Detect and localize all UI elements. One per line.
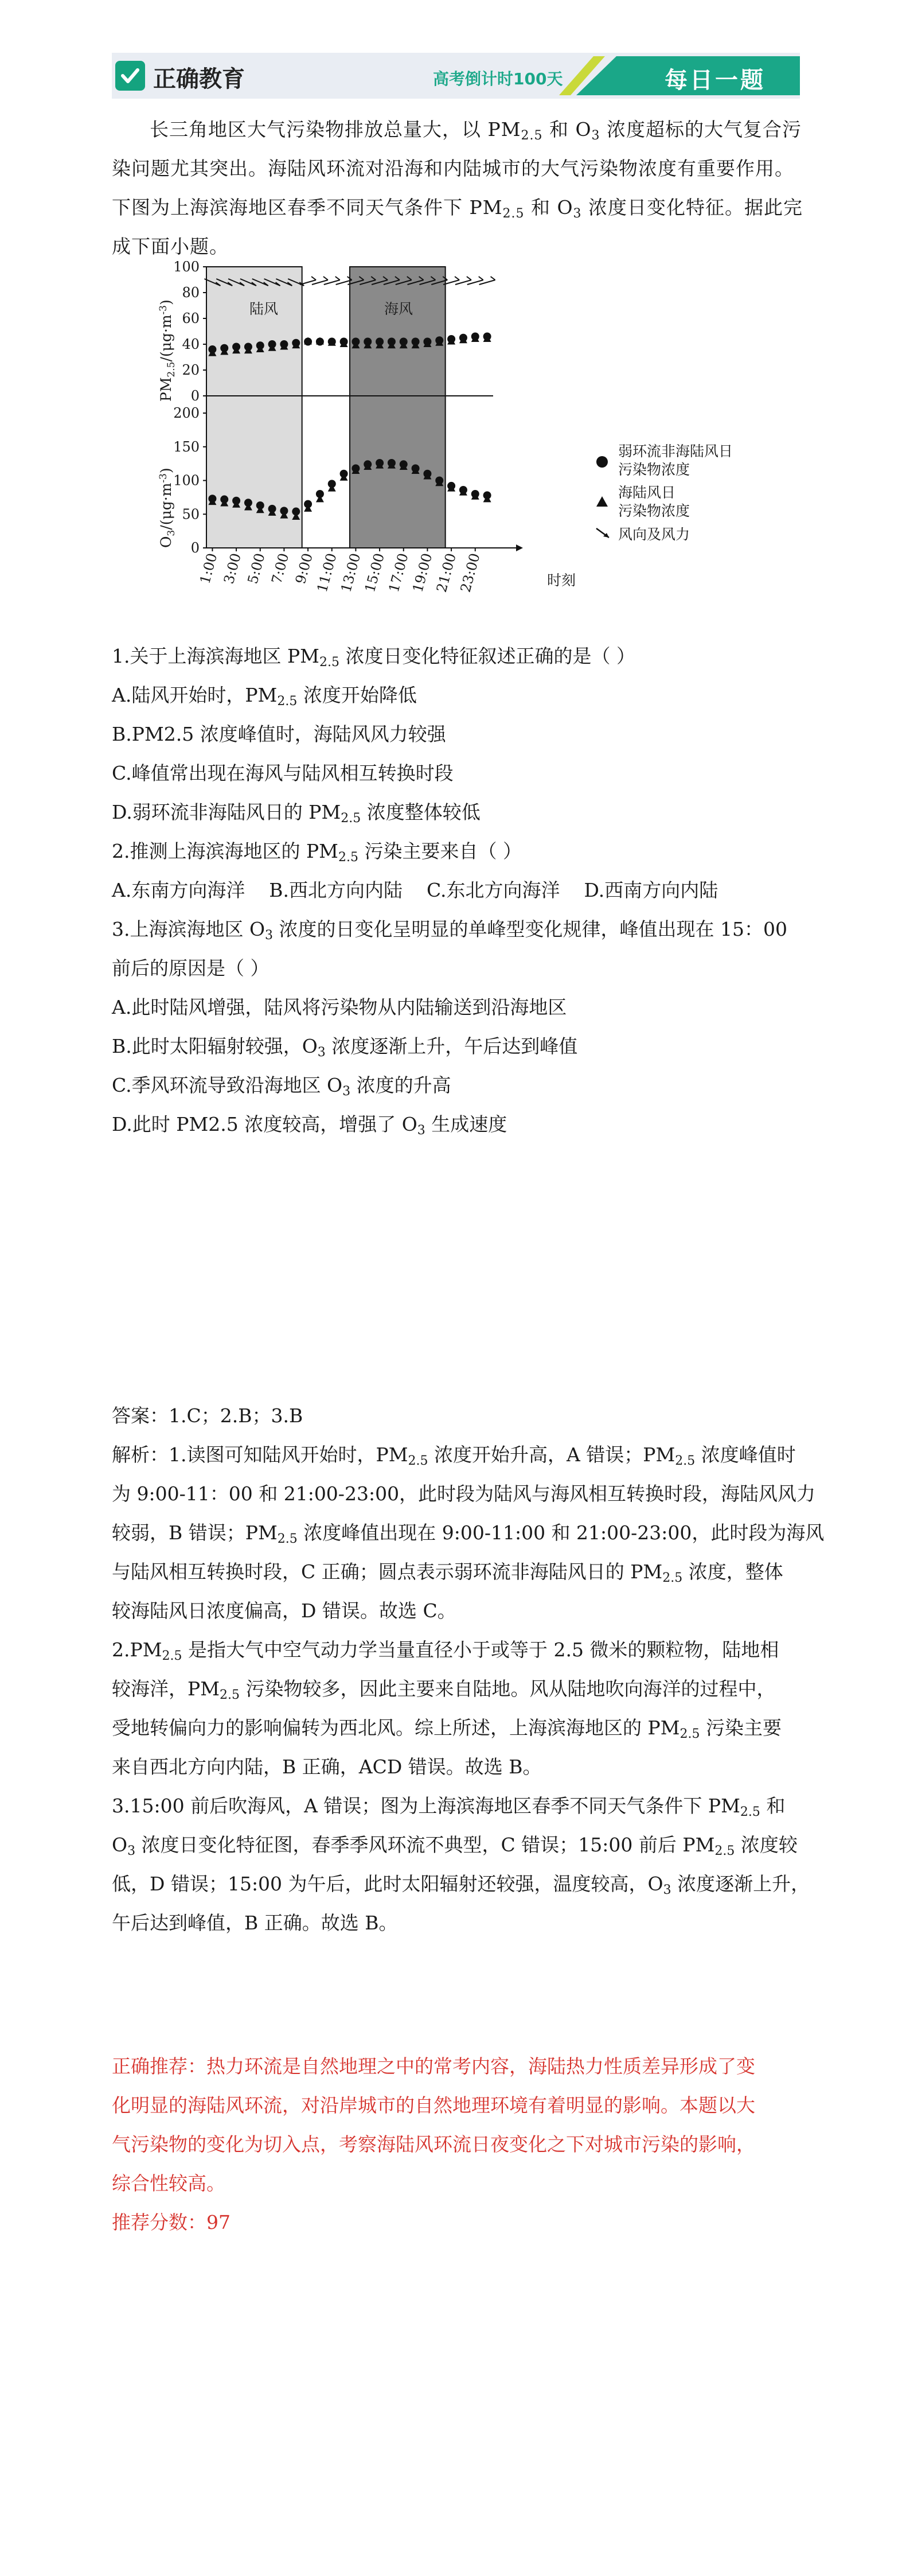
pm-o3-chart xyxy=(155,261,786,620)
explanation-q3-line-2: $O_3$ 浓度日变化特征图，春季季风环流不典型，C 错误；15:00 前后 $PM_{2.5}$ 浓度较 xyxy=(112,1834,798,1858)
pm-ytick-label-2: 40 xyxy=(182,336,200,352)
wind-arrow-head xyxy=(479,277,483,280)
o3-ytick-label-0: 0 xyxy=(190,540,200,556)
explanation-line-2: 为 9:00-11：00 和 21:00-23:00，此时段为陆风与海风相互转换时段，海陆风风力 xyxy=(112,1482,816,1505)
xtick-label-3: 7:00 xyxy=(268,551,292,586)
x-axis-title: 时刻 xyxy=(547,572,576,589)
wind-arrow-head xyxy=(323,277,328,280)
intro-line-2: 染问题尤其突出。海陆风环流对沿海和内陆城市的大气污染物浓度有重要作用。 xyxy=(112,157,794,180)
wind-arrow-head xyxy=(335,277,340,280)
pm-ytick-label-4: 80 xyxy=(182,285,200,301)
q1-stem: 1.关于上海滨海地区 $PM_{2.5}$ 浓度日变化特征叙述正确的是（ ） xyxy=(112,645,635,670)
o3-ytick-label-4: 200 xyxy=(173,405,200,421)
explanation-q3-line-1: 3.15:00 前后吹海风，A 错误；图为上海滨海地区春季不同天气条件下 $PM_{2.5}$ 和 xyxy=(112,1795,786,1819)
wind-arrow-head xyxy=(467,277,471,280)
explanation-line-5: 较海陆风日浓度偏高，D 错误。故选 C。 xyxy=(112,1600,456,1622)
xtick-label-4: 9:00 xyxy=(292,551,316,586)
legend-triangle-line2: 污染物浓度 xyxy=(618,503,690,519)
recommend-line-3: 气污染物的变化为切入点，考察海陆风环流日夜变化之下对城市污染的影响， xyxy=(112,2133,755,2155)
daily-question-title: 每日一题 xyxy=(665,67,766,94)
explanation-q2-line-2: 较海洋，$PM_{2.5}$ 污染物较多，因此主要来自陆地。风从陆地吹向海洋的过程中， xyxy=(112,1678,776,1702)
xtick-label-0: 1:00 xyxy=(197,551,221,586)
wind-arrow-head xyxy=(455,277,459,280)
pm-ytick-label-3: 60 xyxy=(182,310,200,326)
explanation-q2-line-1: $2.PM_{2.5}$ 是指大气中空气动力学当量直径小于或等于 2.5 微米的颗粒物，陆地相 xyxy=(112,1639,779,1663)
q2-options: A.东南方向海洋 B.西北方向内陆 C.东北方向海洋 D.西南方向内陆 xyxy=(112,879,718,901)
x-axis-arrow xyxy=(516,544,523,551)
xtick-label-9: 19:00 xyxy=(409,551,436,594)
explanation-line-1: 解析：1.读图可知陆风开始时，$PM_{2.5}$ 浓度开始升高，A 错误；$PM_{2.5}$ 浓度峰值时 xyxy=(112,1443,796,1468)
recommend-line-1: 正确推荐：热力环流是自然地理之中的常考内容，海陆热力性质差异形成了变 xyxy=(112,2055,755,2077)
q2-stem: 2.推测上海滨海地区的 $PM_{2.5}$ 污染主要来自（ ） xyxy=(112,840,522,865)
q1-option-d: D.弱环流非海陆风日的 $PM_{2.5}$ 浓度整体较低 xyxy=(112,801,481,826)
legend-triangle-marker xyxy=(596,496,608,507)
q1-option-a: A.陆风开始时，$PM_{2.5}$ 浓度开始降低 xyxy=(112,684,417,709)
recommend-line-4: 综合性较高。 xyxy=(112,2172,225,2194)
q3-option-b: B.此时太阳辐射较强，$O_3$ 浓度逐渐上升，午后达到峰值 xyxy=(112,1035,578,1060)
wind-arrow-head xyxy=(311,277,316,280)
xtick-label-1: 3:00 xyxy=(220,551,244,586)
explanation-q2-line-3: 受地转偏向力的影响偏转为西北风。综上所述，上海滨海地区的 $PM_{2.5}$ 污染主要 xyxy=(112,1717,782,1741)
pm-ytick-label-5: 100 xyxy=(173,261,200,275)
o3-ytick-label-1: 50 xyxy=(182,506,200,523)
legend-circle-marker xyxy=(596,456,608,468)
header-banner xyxy=(112,53,800,99)
recommend-line-2: 化明显的海陆风环流，对沿岸城市的自然地理环境有着明显的影响。本题以大 xyxy=(112,2094,755,2116)
recommend-score: 推荐分数：97 xyxy=(112,2211,231,2233)
pm-ytick-label-1: 20 xyxy=(182,362,200,378)
xtick-label-10: 21:00 xyxy=(433,551,459,594)
o3-ytick-label-3: 150 xyxy=(173,438,200,455)
pm-ytick-label-0: 0 xyxy=(190,388,200,404)
legend-arrow-label: 风向及风力 xyxy=(618,526,690,543)
intro-line-1: 长三角地区大气污染物排放总量大，以 $PM_{2.5}$ 和 $O_3$ 浓度超标的大气复合污 xyxy=(150,118,802,143)
legend-circle-line2: 污染物浓度 xyxy=(618,461,690,478)
check-icon xyxy=(115,61,145,91)
legend-triangle-line1: 海陆风日 xyxy=(618,484,676,501)
xtick-label-7: 15:00 xyxy=(361,551,388,594)
xtick-label-2: 5:00 xyxy=(244,551,268,586)
explanation-q2-line-4: 来自西北方向内陆，B 正确，ACD 错误。故选 B。 xyxy=(112,1756,542,1778)
q3-option-c: C.季风环流导致沿海地区 $O_3$ 浓度的升高 xyxy=(112,1074,451,1099)
sea-breeze-label: 海风 xyxy=(384,301,413,317)
o3-axis-title: $O_3/(\mu g\cdot m^{-3})$ xyxy=(158,468,177,548)
legend-circle-line1: 弱环流非海陆风日 xyxy=(618,443,733,460)
explanation-line-4: 与陆风相互转换时段，C 正确；圆点表示弱环流非海陆风日的 $PM_{2.5}$ 浓度，整体 xyxy=(112,1561,783,1585)
explanation-q3-line-3: 低，D 错误；15:00 为午后，此时太阳辐射还较强，温度较高，$O_3$ 浓度逐渐上升， xyxy=(112,1873,810,1897)
intro-line-3: 下图为上海滨海地区春季不同天气条件下 $PM_{2.5}$ 和 $O_3$ 浓度日变化特征。据此完 xyxy=(112,196,803,221)
brand-name: 正确教育 xyxy=(153,66,245,92)
answer-key: 答案：1.C；2.B；3.B xyxy=(112,1404,303,1427)
q3-option-d: D.此时 PM2.5 浓度较高，增强了 $O_3$ 生成速度 xyxy=(112,1113,507,1138)
q1-option-c: C.峰值常出现在海风与陆风相互转换时段 xyxy=(112,762,454,784)
pm-axis-title: $PM_{2.5}/(\mu g\cdot m^{-3})$ xyxy=(158,299,177,402)
q3-stem-line2: 前后的原因是（ ） xyxy=(112,957,270,979)
q3-option-a: A.此时陆风增强，陆风将污染物从内陆输送到沿海地区 xyxy=(112,996,567,1018)
xtick-label-11: 23:00 xyxy=(457,551,483,594)
explanation-line-3: 较弱，B 错误；$PM_{2.5}$ 浓度峰值出现在 9:00-11:00 和 21:00-23:00，此时段为海风 xyxy=(112,1522,825,1546)
explanation-q3-line-4: 午后达到峰值，B 正确。故选 B。 xyxy=(112,1912,398,1934)
land-breeze-label: 陆风 xyxy=(249,301,279,317)
intro-line-4: 成下面小题。 xyxy=(112,235,229,258)
xtick-label-8: 17:00 xyxy=(385,551,412,594)
countdown-text: 高考倒计时100天 xyxy=(433,69,563,88)
q3-stem: 3.上海滨海地区 $O_3$ 浓度的日变化呈明显的单峰型变化规律，峰值出现在 15：00 xyxy=(112,918,787,943)
q1-option-b: B.PM2.5 浓度峰值时，海陆风风力较强 xyxy=(112,723,446,745)
xtick-label-5: 11:00 xyxy=(314,551,340,594)
xtick-label-6: 13:00 xyxy=(338,551,364,594)
o3-ytick-label-2: 100 xyxy=(173,472,200,489)
wind-arrow-head xyxy=(491,277,495,280)
